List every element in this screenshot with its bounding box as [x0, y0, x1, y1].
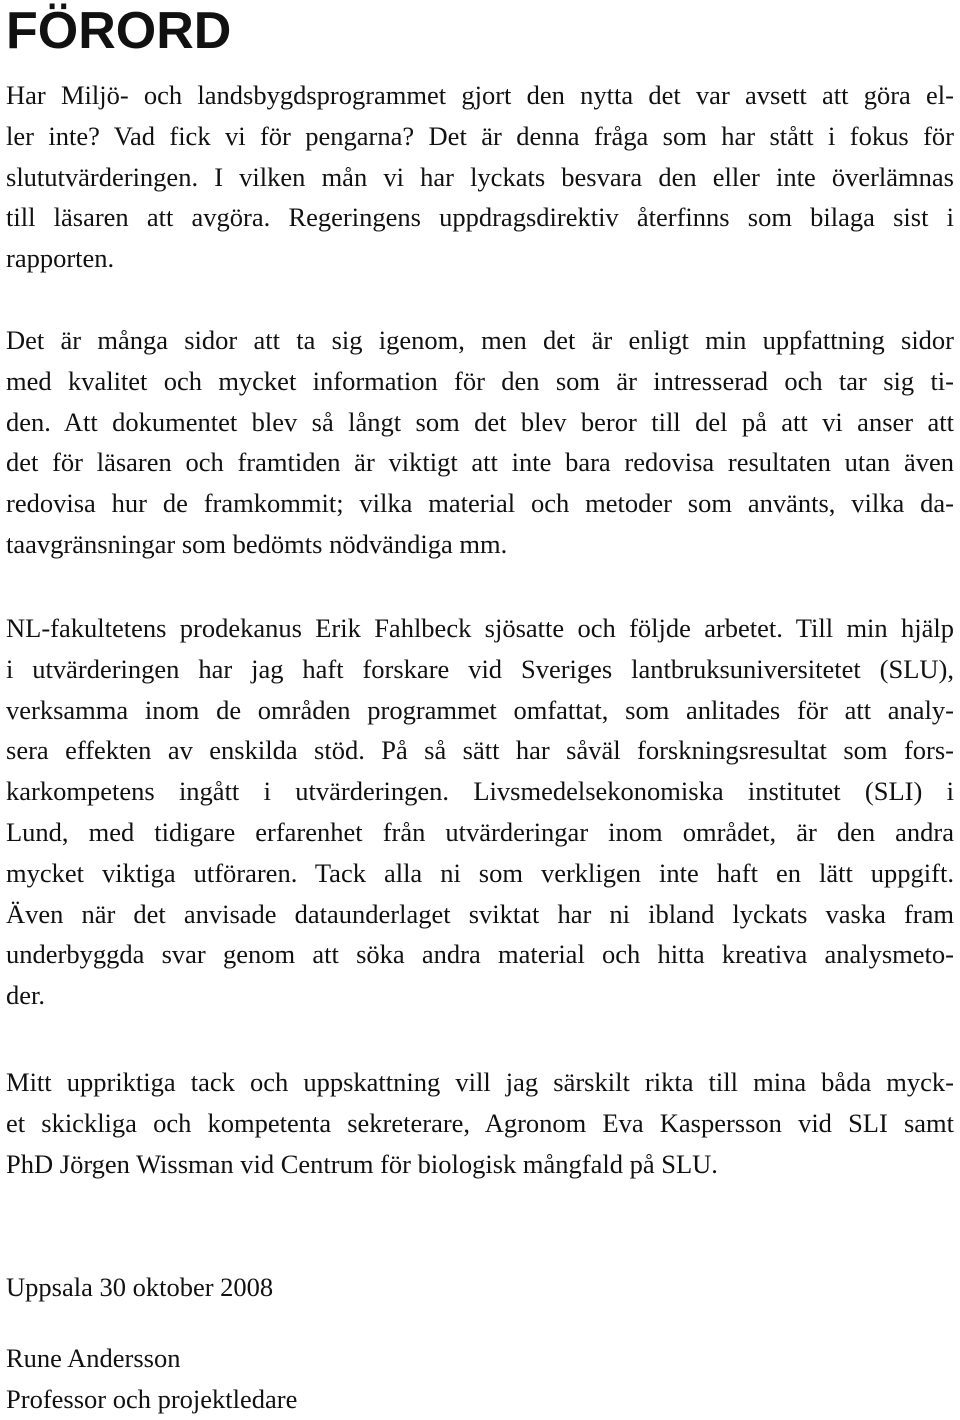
text-line: Lund, med tidigare erfarenhet från utvärderingar inom området, är den andra	[6, 816, 954, 847]
signature-place-date	[6, 1267, 954, 1308]
text-line: med kvalitet och mycket information för den som är intresserad och tar sig ti-	[6, 365, 954, 396]
paragraph-thanks	[6, 1062, 954, 1184]
text-line: det för läsaren och framtiden är viktigt att inte bara redovisa resultaten utan även	[6, 447, 954, 478]
text-line: Det är många sidor att ta sig igenom, men det är enligt min uppfattning sidor	[6, 325, 954, 355]
text-line: NL-fakultetens prodekanus Erik Fahlbeck sjösatte och följde arbetet. Till min hjälp	[6, 613, 954, 643]
page-title: FÖRORD	[6, 2, 232, 60]
text-line: Även när det anvisade dataunderlaget sviktat har ni ibland lyckats vaska fram	[6, 898, 954, 929]
text-line: sera effekten av enskilda stöd. På så sätt har såväl forskningsresultat som fors-	[6, 735, 954, 766]
text-line: karkompetens ingått i utvärderingen. Livsmedelsekonomiska institutet (SLI) i	[6, 776, 954, 807]
signature-block	[6, 1338, 954, 1420]
text-line: verksamma inom de områden programmet omfattat, som anlitades för att analy-	[6, 694, 954, 725]
paragraph-acknowledgements	[6, 608, 954, 1016]
text-line: till läsaren att avgöra. Regeringens uppdragsdirektiv återfinns som bilaga sist i	[6, 202, 954, 233]
place-date-text: Uppsala 30 oktober 2008	[6, 1272, 274, 1302]
text-line: et skickliga och kompetenta sekreterare, Agronom Eva Kaspersson vid SLI samt	[6, 1107, 954, 1138]
text-line: PhD Jörgen Wissman vid Centrum för biologisk mångfald på SLU.	[6, 1148, 718, 1179]
signatory-name: Rune Andersson	[6, 1343, 181, 1373]
text-line: taavgränsningar som bedömts nödvändiga mm.	[6, 528, 508, 559]
text-line: i utvärderingen har jag haft forskare vid Sveriges lantbruksuniversitetet (SLU),	[6, 653, 954, 684]
paragraph-scope	[6, 320, 954, 565]
paragraph-intro	[6, 75, 954, 279]
text-line: rapporten.	[6, 243, 115, 274]
text-line: slututvärderingen. I vilken mån vi har lyckats besvara den eller inte överlämnas	[6, 161, 954, 192]
text-line: underbyggda svar genom att söka andra material och hitta kreativa analysmeto-	[6, 939, 954, 970]
text-line: Mitt uppriktiga tack och uppskattning vill jag särskilt rikta till mina båda myck-	[6, 1067, 954, 1097]
text-line: mycket viktiga utföraren. Tack alla ni som verkligen inte haft en lätt uppgift.	[6, 857, 954, 888]
signatory-role: Professor och projektledare	[6, 1383, 298, 1414]
text-line: den. Att dokumentet blev så långt som det blev beror till del på att vi anser att	[6, 406, 954, 437]
text-line: Har Miljö- och landsbygdsprogrammet gjort den nytta det var avsett att göra el-	[6, 80, 954, 110]
text-line: der.	[6, 980, 45, 1011]
text-line: ler inte? Vad fick vi för pengarna? Det är denna fråga som har stått i fokus för	[6, 120, 954, 151]
text-line: redovisa hur de framkommit; vilka material och metoder som använts, vilka da-	[6, 488, 954, 519]
